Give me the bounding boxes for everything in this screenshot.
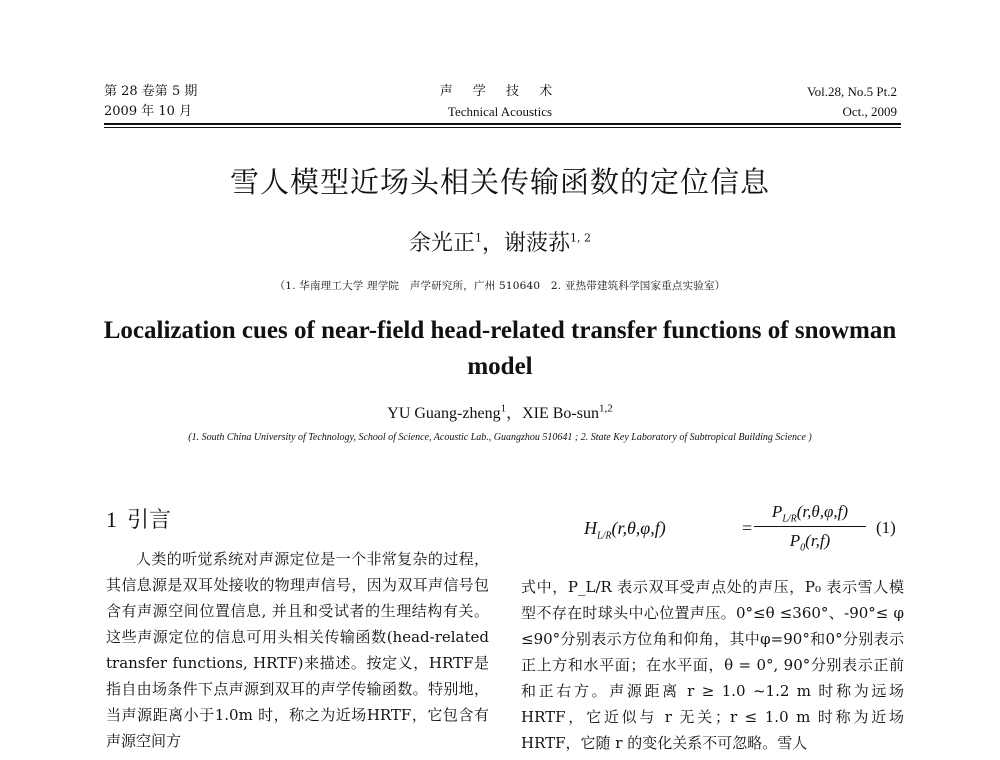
left-column <box>106 546 489 754</box>
equation-explanation-paragraph: 式中，P_L/R 表示双耳受声点处的声压，P₀ 表示雪人模型不存在时球头中心位置声压。0°≤θ ≤360°、-90°≤ φ ≤90°分别表示方位角和仰角，其中φ=90°和0°分别表示正上方和水平面；在水平面，θ = 0°, 90°分别表示正前和正右方。声源距离 r ≥ 1.0 ~1.2 m 时称为远场 HRTF，它近似与 r 无关；r ≤ 1.0 m 时称为近场 HRTF，它随 r 的变化关系不可忽略。雪人 <box>521 578 904 752</box>
author-2-en: XIE Bo-sun <box>522 405 599 422</box>
header-rule-thick <box>104 123 901 125</box>
journal-volume-line: 第 28 卷第 5 期 <box>104 84 198 99</box>
author-separator-cn: ， <box>481 231 504 256</box>
equation-lhs-symbol: H <box>584 518 597 538</box>
author-2-cn: 谢菠荪 <box>504 231 571 256</box>
paper-title-cn: 雪人模型近场头相关传输函数的定位信息 <box>229 165 770 199</box>
intro-paragraph: 人类的听觉系统对声源定位是一个非常复杂的过程，其信息源是双耳处接收的物理声信号，因为双耳声信号包含有声源空间位置信息, 并且和受试者的生理结构有关。这些声源定位的信息可用头相关传输函数(head-related transfer functions, HRTF)来描述。按定义，HRTF是指自由场条件下点声源到双耳的声学传输函数。特别地，当声源距离小于1.0m 时，称之为近场HRTF，它包含有声源空间方 <box>106 550 489 750</box>
journal-name-cn: 声 学 技 术 <box>439 84 561 99</box>
journal-volume-en <box>807 82 897 122</box>
author-2-cn-affil-mark: 1, 2 <box>570 231 592 245</box>
equation-equals: = <box>742 518 753 538</box>
journal-date-en-line: Oct., 2009 <box>842 104 897 119</box>
equation-num-symbol: P <box>771 502 783 521</box>
authors-en <box>0 400 1000 423</box>
equation-den-symbol: P <box>789 531 801 550</box>
author-1-cn-affil-mark: 1 <box>474 231 482 245</box>
section-heading <box>106 503 171 534</box>
equation-lhs-sub: L/R <box>597 530 612 542</box>
equation-num-sub: L/R <box>782 513 797 525</box>
affiliation-en: (1. South China University of Technology, School of Science, Acoustic Lab., Guangzhou 510641 ; 2. State Key Laboratory of Subtropical Building Science ) <box>188 432 812 443</box>
right-column <box>521 574 904 756</box>
journal-name <box>350 82 650 122</box>
equation-1 <box>572 500 852 560</box>
section-title: 引言 <box>127 508 172 533</box>
author-1-cn: 余光正 <box>408 231 475 256</box>
paper-title-en: Localization cues of near-field head-related transfer functions of snowman model <box>103 317 897 380</box>
equation-den-sub: 0 <box>800 542 806 554</box>
affiliation-cn: （1. 华南理工大学 理学院 声学研究所，广州 510640 2. 亚热带建筑科学国家重点实验室） <box>274 280 726 292</box>
journal-volume-en-line: Vol.28, No.5 Pt.2 <box>806 84 897 99</box>
authors-cn <box>0 226 1000 257</box>
equation-lhs-args: (r,θ,φ,f) <box>611 518 666 538</box>
author-1-en: YU Guang-zheng <box>387 405 501 422</box>
journal-date-line: 2009 年 10 月 <box>104 104 193 119</box>
equation-fraction-bar <box>754 526 866 527</box>
author-2-en-affil-mark: 1,2 <box>598 402 613 415</box>
equation-fraction <box>754 500 866 553</box>
equation-num-args: (r,θ,φ,f) <box>796 502 849 521</box>
header-rule-thin <box>104 127 901 128</box>
section-number: 1 <box>106 507 117 532</box>
journal-volume-issue <box>104 82 197 122</box>
equation-denominator <box>754 529 866 553</box>
author-1-en-affil-mark: 1 <box>500 402 507 415</box>
equation-den-args: (r,f) <box>805 531 831 550</box>
journal-name-en: Technical Acoustics <box>447 104 553 119</box>
equation-lhs <box>584 518 666 542</box>
equation-numerator <box>754 500 866 524</box>
equation-number: (1) <box>876 518 896 537</box>
author-separator-en: ， <box>506 405 523 422</box>
